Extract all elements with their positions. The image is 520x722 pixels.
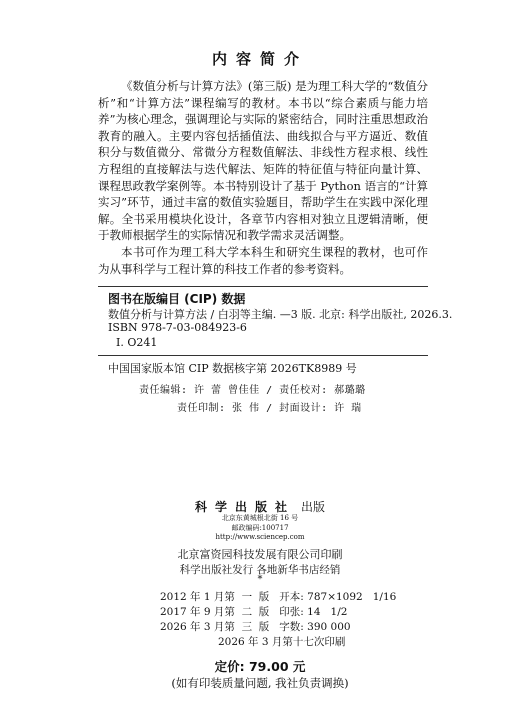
editors-line-1: 责任编辑: 许 蕾 曾佳佳 / 责任校对: 郝璐璐 bbox=[139, 385, 366, 396]
printer-line: 北京富资园科技发展有限公司印刷 bbox=[177, 548, 343, 561]
cip-classification: Ⅰ. O241 bbox=[116, 336, 158, 349]
quality-notice: (如有印装质量问题, 我社负责调换) bbox=[171, 676, 349, 690]
cip-isbn: ISBN 978-7-03-084923-6 bbox=[108, 321, 247, 334]
page-title: 内容简介 bbox=[211, 50, 308, 68]
intro-paragraph-2: 本书可作为理工科大学本科生和研究生课程的教材，也可作为从事科学与工程计算的科技工作者的参考资料。 bbox=[98, 244, 428, 276]
printing-line: 2026 年 3 月第十七次印刷 bbox=[218, 636, 346, 648]
editors-line-2: 责任印制: 张 伟 / 封面设计: 许 瑞 bbox=[177, 403, 362, 414]
publisher-postcode: 邮政编码:100717 bbox=[231, 524, 289, 532]
publisher-address: 北京东黄城根北街 16 号 bbox=[221, 514, 299, 522]
top-divider bbox=[98, 286, 428, 287]
cip-record-number: 中国国家版本馆 CIP 数据核字第 2026TK8989 号 bbox=[108, 362, 357, 375]
publisher-website: http://www.sciencep.com bbox=[215, 533, 305, 541]
distribution-line: 科学出版社发行 各地新华书店经销 bbox=[179, 564, 341, 576]
cip-divider bbox=[98, 355, 428, 356]
publisher-logo: 科学出版社 bbox=[194, 500, 295, 514]
intro-section bbox=[98, 78, 428, 277]
edition-line-2: 2017 年 9 月第 二 版 印张: 14 1/2 bbox=[160, 606, 348, 618]
price: 定价: 79.00 元 bbox=[214, 659, 306, 674]
cip-title-line: 数值分析与计算方法 / 白羽等主编. —3 版. 北京: 科学出版社, 2026.3. bbox=[108, 308, 453, 321]
edition-line-3: 2026 年 3 月第 三 版 字数: 390 000 bbox=[160, 621, 351, 633]
cip-header: 图书在版编目 (CIP) 数据 bbox=[108, 292, 246, 306]
edition-line-1: 2012 年 1 月第 一 版 开本: 787×1092 1/16 bbox=[160, 591, 397, 603]
separator-star: * bbox=[257, 574, 263, 585]
publisher-word: 出版 bbox=[301, 500, 326, 514]
intro-paragraph-1: 《数值分析与计算方法》(第三版) 是为理工科大学的“数值分析”和“计算方法”课程编写的教材。本书以“综合素质与能力培养”为核心理念，强调理论与实际的紧密结合，同时注重思想政治教育的融入。主要内容包括插值法、曲线拟合与平方逼近、数值积分与数值微分、常微分方程数值解法、非线性方程求根、线性方程组的直接解法与迭代解法、矩阵的特征值与特征向量计算、课程思政教学案例等。本书特别设计了基于 Python 语言的“计算实习”环节，通过丰富的数值实验题目，帮助学生在实践中深化理解。全书采用模块化设计，各章节内容相对独立且逻辑清晰，便于教师根据学生的实际情况和教学需求灵活调整。 bbox=[98, 79, 428, 243]
